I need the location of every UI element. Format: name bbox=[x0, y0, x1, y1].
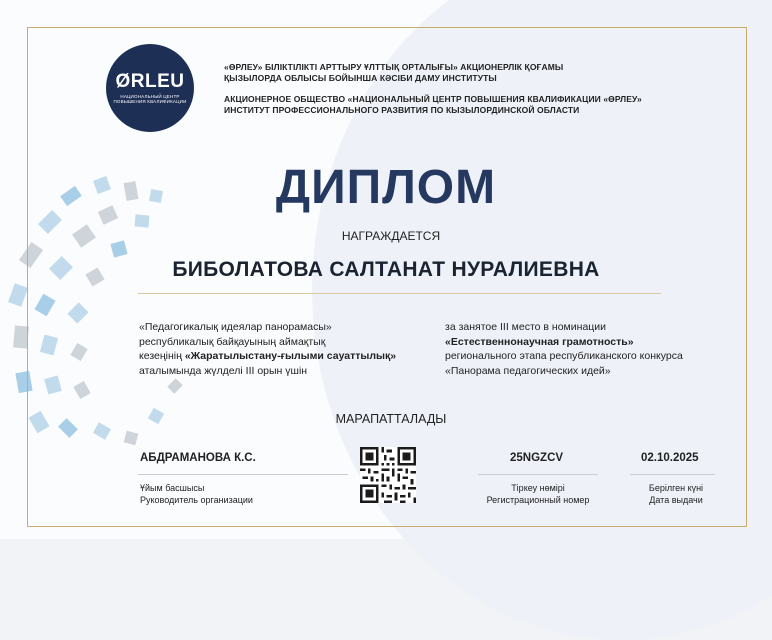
kz-text-line3 bbox=[139, 349, 429, 364]
registration-caption-ru: Регистрационный номер bbox=[486, 495, 590, 505]
logo-subtitle-line2: ПОВЫШЕНИЯ КВАЛИФИКАЦИИ bbox=[113, 99, 187, 104]
issue-caption-ru: Дата выдачи bbox=[649, 495, 703, 505]
registration-line bbox=[478, 474, 598, 475]
name-underline bbox=[138, 293, 661, 294]
kz-nomination: «Жаратылыстану-ғылыми сауаттылық» bbox=[184, 350, 397, 362]
logo-subtitle bbox=[113, 94, 186, 105]
ru-nomination: «Естественнонаучная грамотность» bbox=[445, 335, 634, 348]
logo-subtitle-line1: НАЦИОНАЛЬНЫЙ ЦЕНТР bbox=[120, 93, 180, 99]
header-ru-line2: ИНСТИТУТ ПРОФЕССИОНАЛЬНОГО РАЗВИТИЯ ПО КЫЗЫЛОРДИНСКОЙ ОБЛАСТИ bbox=[224, 105, 580, 115]
ru-text-line3: регионального этапа республиканского конкурса bbox=[445, 350, 683, 362]
registration-number: 25NGZCV bbox=[510, 452, 564, 464]
issue-date: 02.10.2025 bbox=[641, 452, 699, 464]
kz-text-line3-prefix: кезеңінің bbox=[139, 350, 185, 362]
signatory-caption-ru: Руководитель организации bbox=[140, 495, 253, 505]
kz-text-line2: республикалық байқауының аймақтық bbox=[139, 335, 326, 348]
kz-text-line1: «Педагогикалық идеялар панорамасы» bbox=[139, 321, 332, 333]
issue-caption-kz: Берілген күні bbox=[648, 483, 704, 493]
logo-wordmark: ØRLEU bbox=[115, 70, 185, 92]
issue-date-caption bbox=[640, 482, 712, 506]
award-text-ru bbox=[445, 320, 735, 378]
ru-text-line1: за занятое III место в номинации bbox=[445, 321, 607, 333]
awarded-kz-label: МАРАПАТТАЛАДЫ bbox=[335, 412, 447, 426]
signatory-caption-kz: Ұйым басшысы bbox=[140, 483, 205, 493]
award-text-kz bbox=[139, 320, 429, 378]
orleu-logo bbox=[106, 44, 194, 132]
institution-header bbox=[224, 62, 684, 116]
header-kz-line2: ҚЫЗЫЛОРДА ОБЛЫСЫ БОЙЫНША КӘСІБИ ДАМУ ИНСТИТУТЫ bbox=[224, 73, 497, 83]
kz-text-line4: аталымында жүлделі III орын үшін bbox=[139, 364, 308, 377]
ru-text-line4: «Панорама педагогических идей» bbox=[445, 364, 611, 377]
header-kz-line1: «ӨРЛЕУ» БІЛІКТІЛІКТІ АРТТЫРУ ҰЛТТЫҚ ОРТАЛЫҒЫ» АКЦИОНЕРЛІК ҚОҒАМЫ bbox=[224, 62, 564, 72]
diploma-title: ДИПЛОМ bbox=[275, 161, 497, 214]
signatory-line bbox=[138, 474, 348, 475]
issue-date-line bbox=[630, 474, 715, 475]
awarded-label: НАГРАЖДАЕТСЯ bbox=[341, 229, 441, 243]
signatory-caption bbox=[140, 482, 253, 506]
registration-caption-kz: Тіркеу нөмірі bbox=[511, 483, 565, 493]
recipient-name: БИБОЛАТОВА САЛТАНАТ НУРАЛИЕВНА bbox=[172, 258, 600, 281]
header-ru-line1: АКЦИОНЕРНОЕ ОБЩЕСТВО «НАЦИОНАЛЬНЫЙ ЦЕНТР ПОВЫШЕНИЯ КВАЛИФИКАЦИИ «ӨРЛЕУ» bbox=[224, 94, 642, 104]
signatory-name: АБДРАМАНОВА К.С. bbox=[140, 452, 256, 464]
qr-code[interactable] bbox=[360, 447, 416, 503]
registration-caption bbox=[482, 482, 594, 506]
